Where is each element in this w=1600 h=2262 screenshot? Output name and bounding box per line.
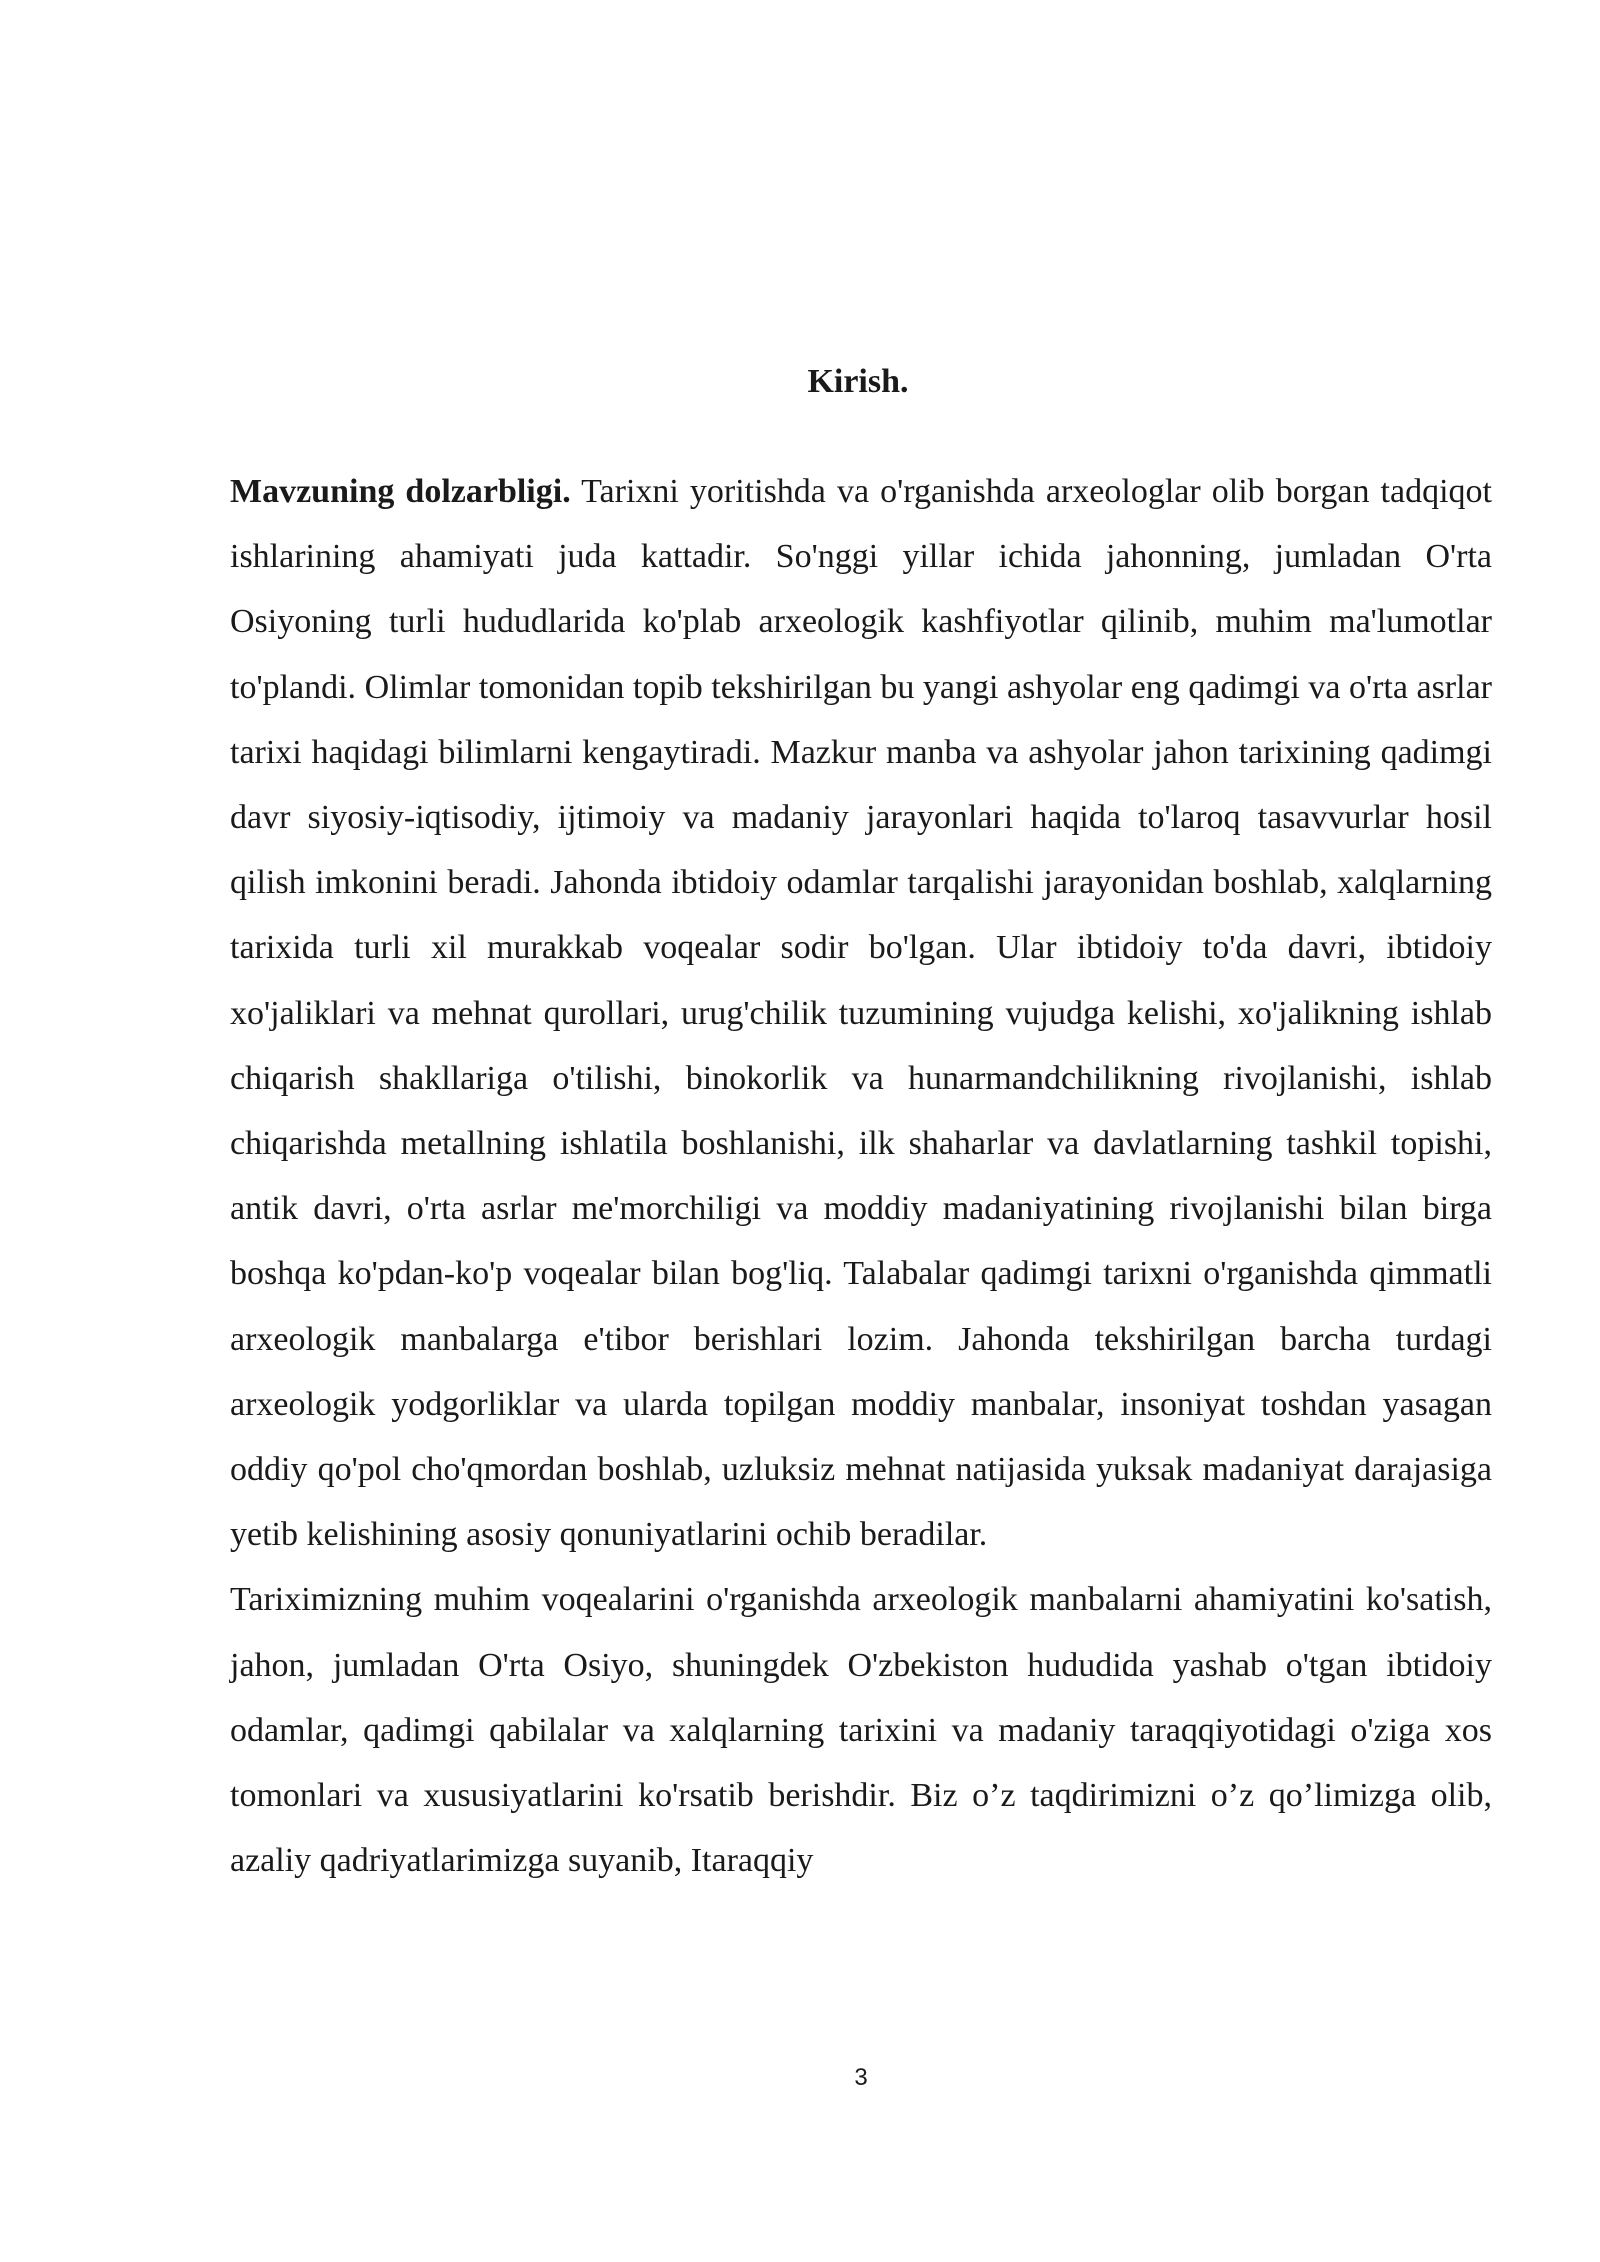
body-text [230,459,1492,1893]
paragraph-lead: Mavzuning dolzarbligi. [230,473,571,510]
page-title: Kirish. [807,363,909,400]
paragraph-text: Tariximizning muhim voqealarini o'rganishda arxeologik manbalarni ahamiyatini ko'satish, jahon, jumladan O'rta Osiyo, shuningdek O'zbekiston hududida yashab o'tgan ibtidoiy odamlar, qadimgi qabilalar va xalqlarning tarixini va madaniy taraqqiyotidagi o'ziga xos tomonlari va xususiyatlarini ko'rsatib berishdir. Biz o’z taqdirimizni o’z qo’limizga olib, azaliy qadriyatlarimizga suyanib, Itaraqqiy [230,1581,1492,1880]
paragraph-text: Tarixni yoritishda va o'rganishda arxeologlar olib borgan tadqiqot ishlarining ahamiyati juda kattadir. So'nggi yillar ichida jahonning, jumladan O'rta Osiyoning turli hududlarida ko'plab arxeologik kashfiyotlar qilinib, muhim ma'lumotlar to'plandi. Olimlar tomonidan topib tekshirilgan bu yangi ashyolar eng qadimgi va o'rta asrlar tarixi haqidagi bilimlarni kengaytiradi. Mazkur manba va ashyolar jahon tarixining qadimgi davr siyosiy-iqtisodiy, ijtimoiy va madaniy jarayonlari haqida to'laroq tasavvurlar hosil qilish imkonini beradi. Jahonda ibtidoiy odamlar tarqalishi jarayonidan boshlab, xalqlarning tarixida turli xil murakkab voqealar sodir bo'lgan. Ular ibtidoiy to'da davri, ibtidoiy xo'jaliklari va mehnat qurollari, urug'chilik tuzumining vujudga kelishi, xo'jalikning ishlab chiqarish shakllariga o'tilishi, binokorlik va hunarmandchilikning rivojlanishi, ishlab chiqarishda metallning ishlatila boshlanishi, ilk shaharlar va davlatlarning tashkil topishi, antik davri, o'rta asrlar me'morchiligi va moddiy madaniyatining rivojlanishi bilan birga boshqa ko'pdan-ko'p voqealar bilan bog'liq. Talabalar qadimgi tarixni o'rganishda qimmatli arxeologik manbalarga e'tibor berishlari lozim. Jahonda tekshirilgan barcha turdagi arxeologik yodgorliklar va ularda topilgan moddiy manbalar, insoniyat toshdan yasagan oddiy qo'pol cho'qmordan boshlab, uzluksiz mehnat natijasida yuksak madaniyat darajasiga yetib kelishining asosiy qonuniyatlarini ochib beradilar. [230,473,1492,1554]
paragraph-history [230,1567,1492,1893]
page-number: 3 [854,2064,868,2091]
paragraph-relevance [230,459,1492,1567]
